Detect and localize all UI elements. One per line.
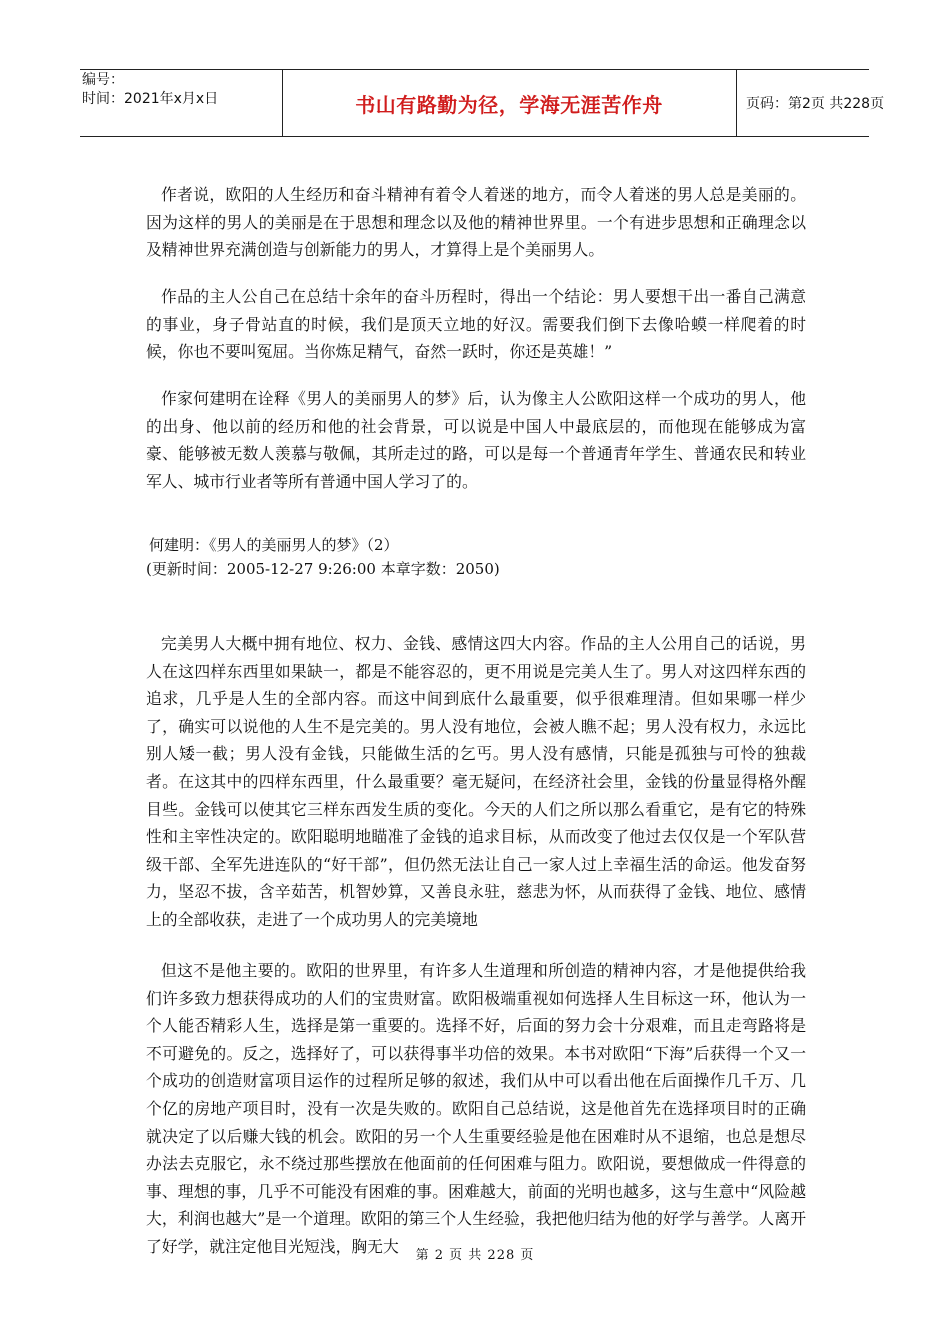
body-section-3 [146, 385, 806, 495]
chapter-heading [146, 533, 500, 581]
header-page-info: 页码：第2页 共228页 [746, 96, 885, 112]
page-footer: 第 2 页 共 228 页 [415, 1248, 535, 1263]
body-section-4 [146, 630, 806, 934]
body-section-2 [146, 283, 806, 366]
header-meta [80, 70, 282, 137]
page-header [80, 69, 885, 137]
chapter-meta: (更新时间：2005-12-27 9:26:00 本章字数：2050) [146, 560, 500, 578]
paragraph-life-lessons: 但这不是他主要的。欧阳的世界里，有许多人生道理和所创造的精神内容，才是他提供给我们许多致力想获得成功的人们的宝贵财富。欧阳极端重视如何选择人生目标这一环，他认为一个人能否精彩人生，选择是第一重要的。选择不好，后面的努力会十分艰难，而且走弯路将是不可避免的。反之，选择好了，可以获得事半功倍的效果。本书对欧阳“下海”后获得一个又一个成功的创造财富项目运作的过程所足够的叙述，我们从中可以看出他在后面操作几千万、几个亿的房地产项目时，没有一次是失败的。欧阳自己总结说，这是他首先在选择项目时的正确就决定了以后赚大钱的机会。欧阳的另一个人生重要经验是他在困难时从不退缩，也总是想尽办法去克服它，永不绕过那些摆放在他面前的任何困难与阻力。欧阳说，要想做成一件得意的事、理想的事，几乎不可能没有困难的事。困难越大，前面的光明也越多，这与生意中“风险越大，利润也越大”是一个道理。欧阳的第三个人生经验，我把他归结为他的好学与善学。人离开了好学，就注定他目光短浅，胸无大 [146, 961, 806, 1256]
header-motto: 书山有路勤为径，学海无涯苦作舟 [355, 92, 663, 117]
document-number-label: 编号： [82, 72, 124, 88]
chapter-title: 何建明：《男人的美丽男人的梦》（2） [149, 536, 399, 554]
paragraph-intro: 作者说，欧阳的人生经历和奋斗精神有着令人着迷的地方，而令人着迷的男人总是美丽的。因为这样的男人的美丽是在于思想和理念以及他的精神世界里。一个有进步思想和正确理念以及精神世界充满创造与创新能力的男人，才算得上是个美丽男人。 [146, 185, 806, 260]
paragraph-author-commentary: 作家何建明在诠释《男人的美丽男人的梦》后，认为像主人公欧阳这样一个成功的男人，他的出身、他以前的经历和他的社会背景，可以说是中国人中最底层的，而他现在能够成为富豪、能够被无数人羡慕与敬佩，其所走过的路，可以是每一个普通青年学生、普通农民和转业军人、城市行业者等所有普通中国人学习了的。 [146, 389, 806, 491]
paragraph-conclusion: 作品的主人公自己在总结十余年的奋斗历程时，得出一个结论：男人要想干出一番自己满意的事业，身子骨站直的时候，我们是顶天立地的好汉。需要我们倒下去像哈蟆一样爬着的时候，你也不要叫冤屈。当你炼足精气，奋然一跃时，你还是英雄！” [146, 287, 806, 362]
document-date-label: 时间：2021年x月x日 [82, 91, 219, 107]
body-section-5 [146, 957, 806, 1261]
paragraph-perfect-man: 完美男人大概中拥有地位、权力、金钱、感情这四大内容。作品的主人公用自己的话说，男人在这四样东西里如果缺一，都是不能容忍的，更不用说是完美人生了。男人对这四样东西的追求，几乎是人生的全部内容。而这中间到底什么最重要，似乎很难理清。但如果哪一样少了，确实可以说他的人生不是完美的。男人没有地位，会被人瞧不起；男人没有权力，永远比别人矮一截；男人没有金钱，只能做生活的乞丐。男人没有感情，只能是孤独与可怜的独裁者。在这其中的四样东西里，什么最重要？毫无疑问，在经济社会里，金钱的份量显得格外醒目些。金钱可以使其它三样东西发生质的变化。今天的人们之所以那么看重它，是有它的特殊性和主宰性决定的。欧阳聪明地瞄准了金钱的追求目标，从而改变了他过去仅仅是一个军队营级干部、全军先进连队的“好干部”，但仍然无法让自己一家人过上幸福生活的命运。他发奋努力，坚忍不拔，含辛茹苦，机智妙算，又善良永驻，慈悲为怀，从而获得了金钱、地位、感情上的全部收获，走进了一个成功男人的完美境地 [146, 634, 806, 929]
body-section-1 [146, 181, 806, 264]
header-divider-right [736, 70, 737, 136]
